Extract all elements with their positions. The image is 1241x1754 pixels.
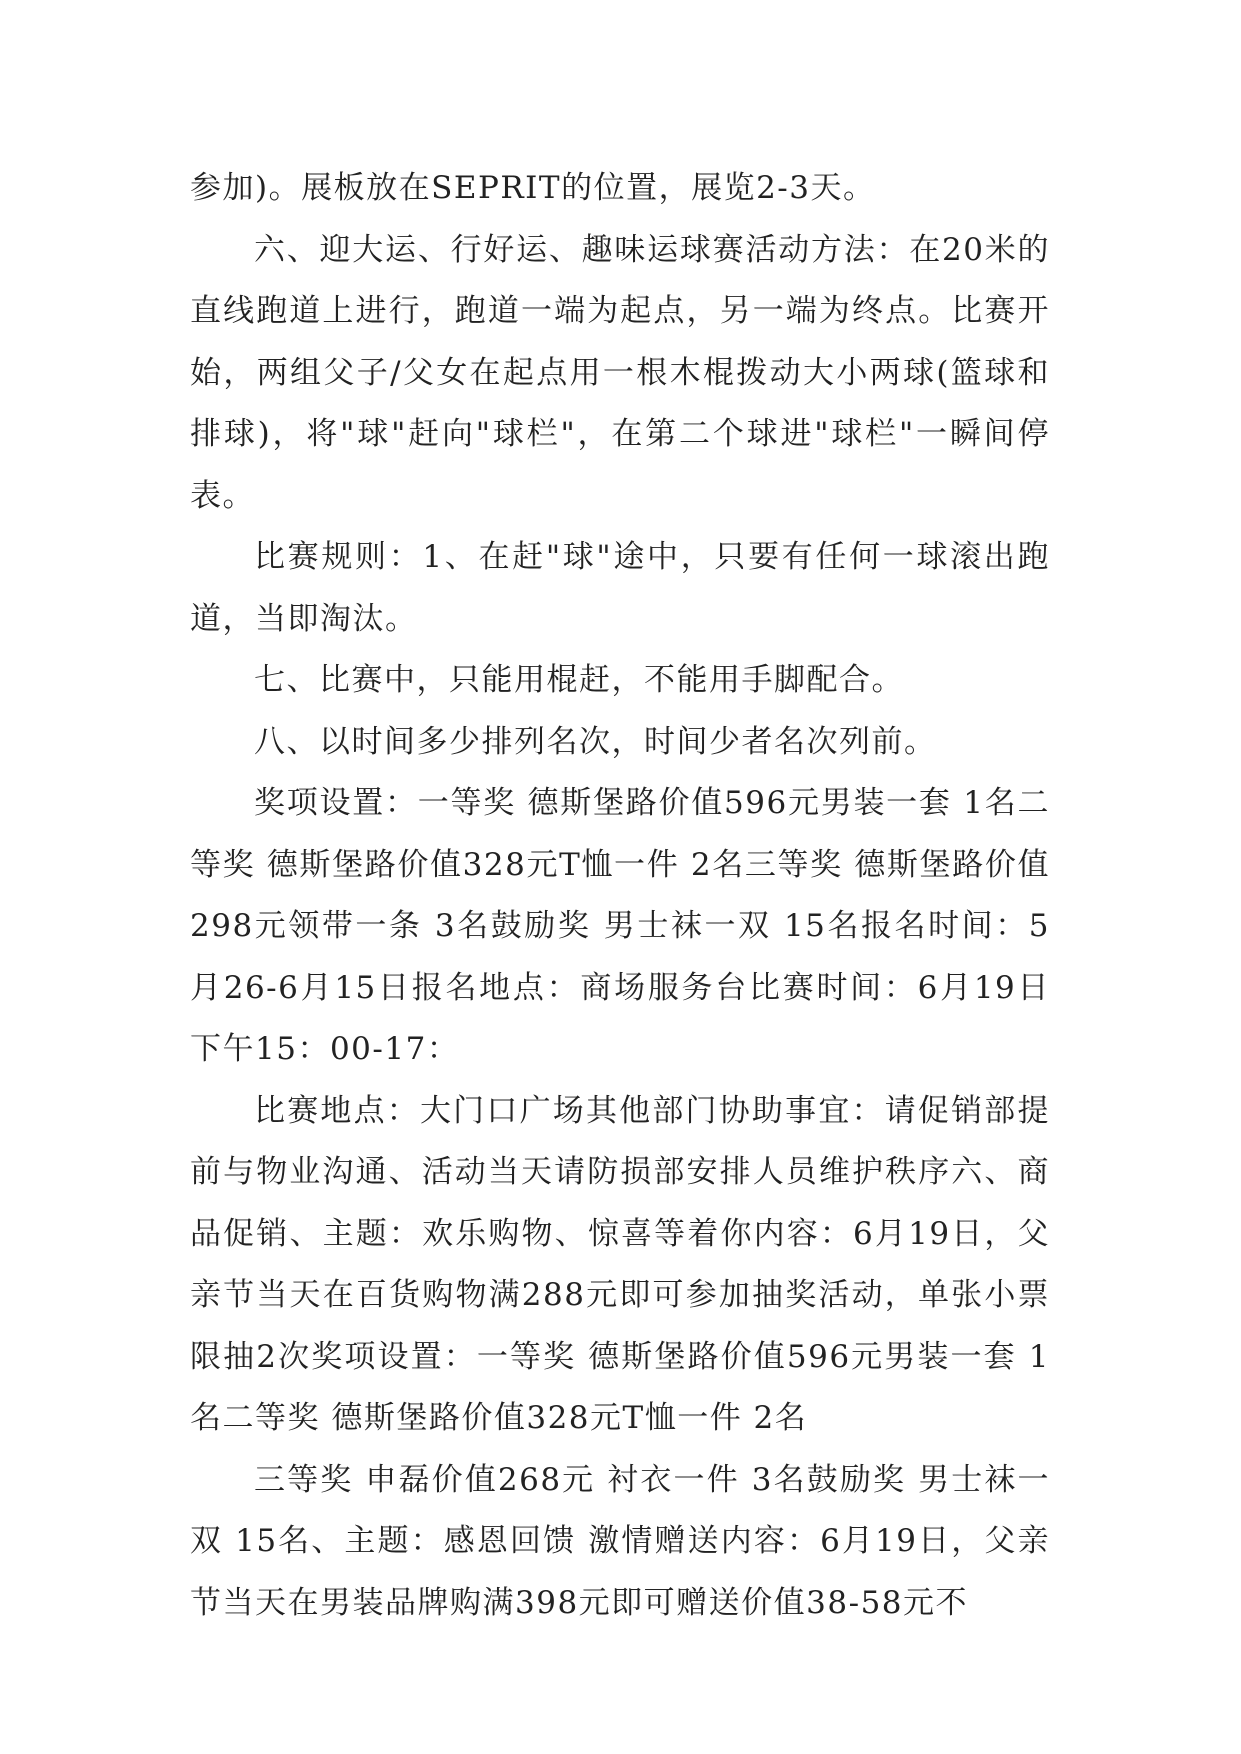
paragraph-prize-settings: 奖项设置：一等奖 德斯堡路价值596元男装一套 1名二等奖 德斯堡路价值328元T恤一件 2名三等奖 德斯堡路价值298元领带一条 3名鼓励奖 男士袜一双 15名报名时间：5月26-6月15日报名地点：商场服务台比赛时间：6月19日 下午15：00-17： <box>190 785 1050 1067</box>
paragraph-rule-seven: 七、比赛中，只能用棍赶，不能用手脚配合。 <box>254 662 904 698</box>
paragraph-rule-eight: 八、以时间多少排列名次，时间少者名次列前。 <box>254 723 937 760</box>
paragraph-third-prize-and-gifts: 三等奖 申磊价值268元 衬衣一件 3名鼓励奖 男士袜一双 15名、主题：感恩回馈 激情赠送内容：6月19日，父亲节当天在男装品牌购满398元即可赠送价值38-58元不 <box>190 1461 1050 1621</box>
paragraph-venue-and-promotion: 比赛地点：大门口广场其他部门协助事宜：请促销部提前与物业沟通、活动当天请防损部安排人员维护秩序六、商品促销、主题：欢乐购物、惊喜等着你内容：6月19日，父亲节当天在百货购物满288元即可参加抽奖活动，单张小票限抽2次奖项设置：一等奖 德斯堡路价值596元男装一套 1名二等奖 德斯堡路价值328元T恤一件 2名 <box>190 1092 1050 1436</box>
paragraph-exhibition-note: 参加)。展板放在SEPRIT的位置，展览2-3天。 <box>190 170 876 206</box>
paragraph-ball-game-method: 六、迎大运、行好运、趣味运球赛活动方法：在20米的直线跑道上进行，跑道一端为起点，另一端为终点。比赛开始，两组父子/父女在起点用一根木棍拨动大小两球(篮球和排球)，将"球"赶向"球栏"，在第二个球进"球栏"一瞬间停表。 <box>190 231 1050 514</box>
paragraph-game-rules: 比赛规则：1、在赶"球"途中，只要有任何一球滚出跑道，当即淘汰。 <box>190 539 1050 637</box>
document-body <box>190 158 1050 1634</box>
